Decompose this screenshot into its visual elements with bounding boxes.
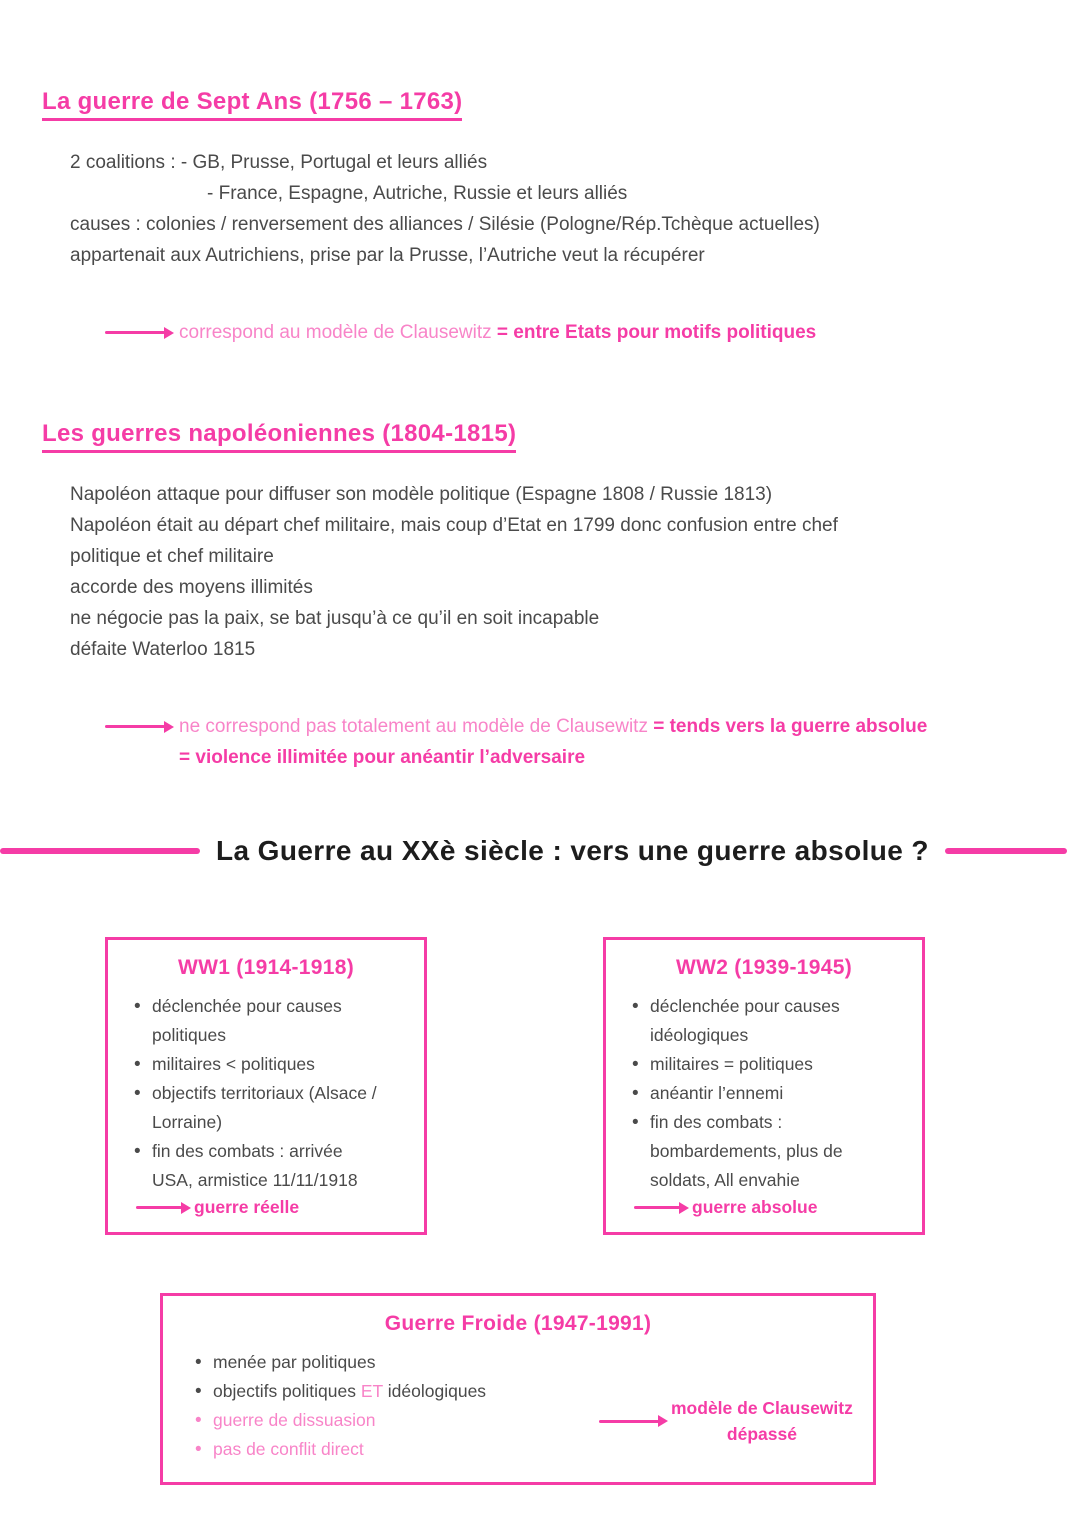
xx-century-header xyxy=(0,835,1080,867)
seven-years-conclusion-text xyxy=(179,317,816,348)
body-line-napoleon-2b: politique et chef militaire xyxy=(70,546,274,567)
napoleon-conclusion-line2: = violence illimitée pour anéantir l’adversaire xyxy=(179,747,586,768)
xx-century-title: La Guerre au XXè siècle : vers une guerre absolue ? xyxy=(216,835,929,866)
cold-war-box xyxy=(160,1293,876,1485)
bullet-item xyxy=(193,1435,593,1464)
body-line-coalition-2: - France, Espagne, Autriche, Russie et leurs alliés xyxy=(207,183,628,204)
bullet-item xyxy=(630,992,880,1050)
bullet-item xyxy=(193,1377,593,1406)
bullet-text: déclenchée pour causes politiques xyxy=(152,996,342,1045)
conclusion-bold-text: = entre Etats pour motifs politiques xyxy=(496,322,817,343)
bullet-text: fin des combats : bombardements, plus de soldats, All envahie xyxy=(650,1112,843,1190)
seven-years-body xyxy=(70,147,1020,271)
divider-line-right xyxy=(945,848,1067,854)
arrow-right-icon xyxy=(105,725,165,728)
body-line-napoleon-5: défaite Waterloo 1815 xyxy=(70,639,256,660)
cold-war-bullet-list xyxy=(183,1348,593,1464)
cold-war-conclusion-text xyxy=(671,1395,853,1447)
body-line-causes: causes : colonies / renversement des alliances / Silésie (Pologne/Rép.Tchèque actuelles) xyxy=(70,214,820,235)
ww2-box xyxy=(603,937,925,1235)
ww1-box-title: WW1 (1914-1918) xyxy=(177,956,355,979)
conclusion-normal-text: ne correspond pas totalement au modèle de Clausewitz xyxy=(179,716,654,737)
body-line-silesie: appartenait aux Autrichiens, prise par la Prusse, l’Autriche veut la récupérer xyxy=(70,245,705,266)
ww2-bullet-list xyxy=(620,992,908,1195)
war-boxes-row xyxy=(0,937,1080,1235)
bullet-item xyxy=(132,1050,382,1079)
bullet-text: objectifs territoriaux (Alsace / Lorraine) xyxy=(152,1083,377,1132)
bullet-item xyxy=(630,1108,880,1195)
section-title-seven-years xyxy=(42,88,1080,121)
ww2-conclusion-text: guerre absolue xyxy=(692,1197,818,1217)
bullet-text: anéantir l’ennemi xyxy=(650,1083,784,1103)
cold-war-conclusion xyxy=(599,1378,853,1464)
body-line-napoleon-2a: Napoléon était au départ chef militaire, mais coup d’Etat en 1799 donc confusion entre chef xyxy=(70,515,838,536)
ww1-box xyxy=(105,937,427,1235)
body-line-coalitions: 2 coalitions : - GB, Prusse, Portugal et leurs alliés xyxy=(70,152,488,173)
napoleon-conclusion-line1 xyxy=(179,711,927,742)
bullet-text: militaires = politiques xyxy=(650,1054,813,1074)
bullet-text: idéologiques xyxy=(382,1381,487,1401)
ww1-bullet-list xyxy=(122,992,410,1195)
arrow-right-icon xyxy=(599,1420,659,1423)
seven-years-conclusion xyxy=(105,317,1080,348)
bullet-text: pas de conflit direct xyxy=(213,1439,364,1459)
bullet-item xyxy=(193,1406,593,1435)
body-line-napoleon-4: ne négocie pas la paix, se bat jusqu’à ce qu’il en soit incapable xyxy=(70,608,600,629)
section-title-seven-years-text: La guerre de Sept Ans (1756 – 1763) xyxy=(42,88,462,121)
napoleon-body xyxy=(70,479,1020,665)
conclusion-bold-text: = tends vers la guerre absolue xyxy=(653,716,928,737)
arrow-right-icon xyxy=(136,1206,182,1209)
napoleon-conclusion-text xyxy=(179,711,927,773)
bullet-item xyxy=(630,1079,880,1108)
bullet-item xyxy=(132,1079,382,1137)
ww1-conclusion-text: guerre réelle xyxy=(194,1197,300,1217)
bullet-text: objectifs politiques xyxy=(213,1381,361,1401)
cold-war-conclusion-line1: modèle de Clausewitz xyxy=(671,1398,853,1418)
conclusion-normal-text: correspond au modèle de Clausewitz xyxy=(179,322,497,343)
arrow-right-icon xyxy=(634,1206,680,1209)
arrow-right-icon xyxy=(105,331,165,334)
bullet-text-highlight: ET xyxy=(360,1381,383,1401)
ww1-conclusion xyxy=(136,1197,410,1218)
bullet-item xyxy=(630,1050,880,1079)
ww2-box-title: WW2 (1939-1945) xyxy=(675,956,853,979)
cold-war-box-title: Guerre Froide (1947-1991) xyxy=(384,1312,652,1335)
bullet-text: déclenchée pour causes idéologiques xyxy=(650,996,840,1045)
ww2-conclusion xyxy=(634,1197,908,1218)
bullet-text: militaires < politiques xyxy=(152,1054,315,1074)
bullet-text: fin des combats : arrivée USA, armistice 11/11/1918 xyxy=(152,1141,358,1190)
cold-war-content xyxy=(183,1348,853,1464)
cold-war-conclusion-line2: dépassé xyxy=(726,1424,797,1444)
bullet-text: menée par politiques xyxy=(213,1352,376,1372)
section-title-napoleon xyxy=(42,420,1080,453)
section-title-napoleon-text: Les guerres napoléoniennes (1804-1815) xyxy=(42,420,516,453)
body-line-napoleon-1: Napoléon attaque pour diffuser son modèle politique (Espagne 1808 / Russie 1813) xyxy=(70,484,773,505)
bullet-item xyxy=(132,1137,382,1195)
bullet-text: guerre de dissuasion xyxy=(213,1410,376,1430)
bullet-item xyxy=(132,992,382,1050)
napoleon-conclusion xyxy=(105,711,1080,773)
bullet-item xyxy=(193,1348,593,1377)
body-line-napoleon-3: accorde des moyens illimités xyxy=(70,577,313,598)
divider-line-left xyxy=(0,848,200,854)
